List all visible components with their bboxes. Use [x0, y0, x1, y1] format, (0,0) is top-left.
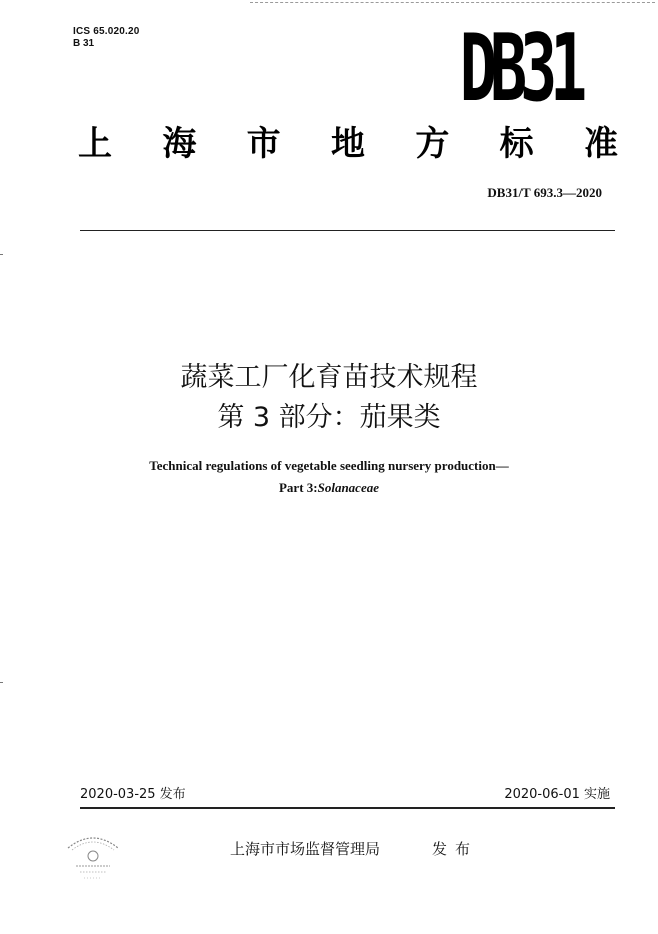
- heading-char: 准: [583, 124, 618, 164]
- issue-label: 发布: [432, 840, 479, 858]
- heading-char: 市: [246, 124, 281, 164]
- issuer-seal-icon: [58, 826, 128, 886]
- local-standard-heading: [78, 116, 618, 165]
- title-en-part-prefix: Part 3:: [278, 480, 318, 495]
- heading-char: 方: [415, 124, 450, 164]
- title-en-part: [0, 480, 658, 496]
- db31-logo: DB31: [459, 14, 580, 123]
- top-rule: [80, 230, 615, 231]
- issuing-authority: 上海市市场监督管理局: [230, 840, 381, 858]
- heading-char: 海: [162, 124, 197, 164]
- publish-date: 2020-03-25 发布: [80, 787, 186, 802]
- title-cn-part: 第 3 部分：茄果类: [217, 402, 441, 433]
- heading-char: 地: [330, 124, 365, 164]
- title-cn-main: 蔬菜工厂化育苗技术规程: [180, 362, 478, 393]
- title-en-main: Technical regulations of vegetable seedling nursery production—: [149, 458, 509, 473]
- scan-margin-mark: [0, 682, 3, 683]
- bottom-rule: [80, 807, 615, 809]
- ccs-code: B 31: [73, 38, 95, 49]
- scan-margin-mark: [0, 254, 3, 255]
- top-dashed-line: [250, 2, 655, 3]
- implement-date: 2020-06-01 实施: [504, 787, 610, 802]
- ics-code: ICS 65.020.20: [73, 26, 140, 37]
- title-en-part-italic: Solanaceae: [317, 480, 379, 495]
- heading-char: 上: [78, 124, 112, 164]
- heading-char: 标: [499, 124, 534, 164]
- standard-number: DB31/T 693.3—2020: [487, 185, 602, 200]
